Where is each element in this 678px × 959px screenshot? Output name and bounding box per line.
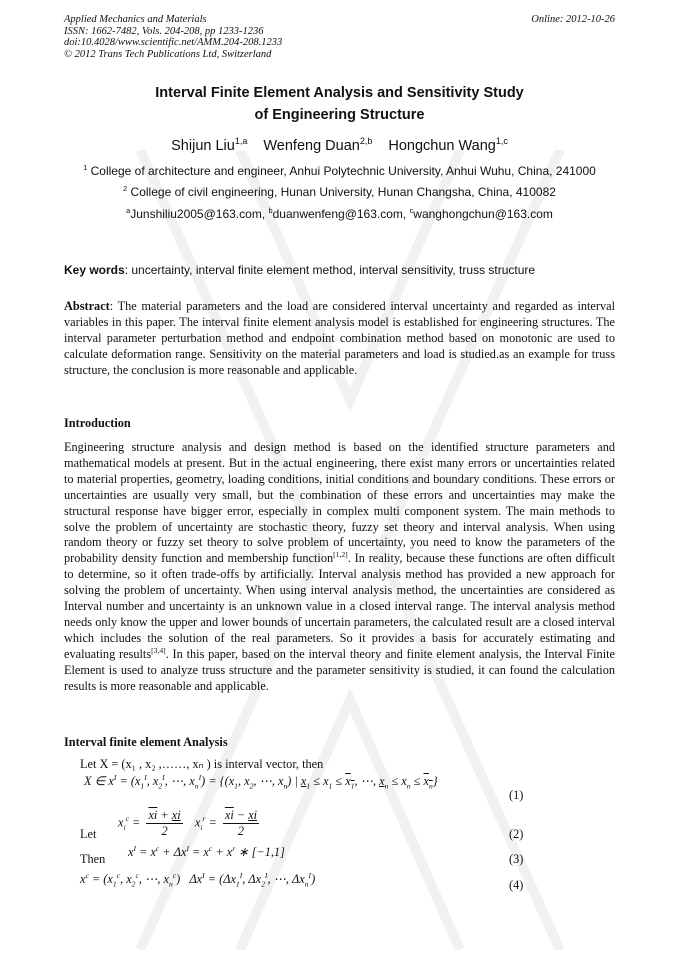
keywords: Key words: uncertainty, interval finite element method, interval sensitivity, truss structure (64, 263, 536, 277)
title-line-1: Interval Finite Element Analysis and Sensitivity Study (155, 85, 524, 101)
author-list (64, 138, 615, 154)
equation-4-number: (4) (509, 878, 524, 892)
journal-name: Applied Mechanics and Materials (64, 14, 207, 25)
title-line-2: of Engineering Structure (254, 107, 425, 123)
introduction-body: Engineering structure analysis and design method is based on the identified structure parameters and mathematical models at present. But in the actual engineering, there exist many errors or uncertainties related to material properties, geometry, loading conditions, initial conditions and boundary conditions. These errors or uncertainties are usually very small, but the combination of these errors and uncertainties may make the structural response have bigger error, especially in complex multi component system. The main methods to solve the problem of uncertainty are stochastic theory, fuzzy set theory and interval analysis. When using random theory or fuzzy set theory to solve problem of uncertainty, you need to know the parameters of the probability density function and membership function[1,2]. In reality, because these functions are often difficult to determine, so it often trade-offs by artificially. Interval analysis method has provided a new approach for solving the problem of uncertainty. When using interval analysis method, the uncertainties are considered as Interval number and uncertainty is an unknown value in a closed interval range. The interval analysis method needs only know the upper and lower bounds of uncertain parameters, the calculated result are a closed interval which includes the solution of the real parameters. So it provides a basis for accurately estimating and evaluating results[3,4]. In this paper, based on the interval theory and finite element analysis, the Interval Finite Element is used to analyze truss structure and the parameter sensitivity is studied, it can found the calculation results is more reasonable and applicable. (64, 440, 615, 693)
abstract: Abstract: The material parameters and the load are considered interval uncertainty and regarded as interval variables in this paper. The interval finite element analysis model is established for engineering structures. The interval parameter perturbation method and endpoint combination method based on monotonic are used to calculate deformation range. Sensitivity on the material parameters and load is studied.as an example for truss structure, the conclusion is more reasonable and applicable. (64, 299, 615, 377)
equation-3-number: (3) (509, 852, 524, 866)
then-label: Then (80, 852, 106, 866)
equation-2: $x_i^c$ = $\frac{\overline{xi} + xi}{2}$ $x_i^r$ = $\frac{\overline{xi} - xi}{2}$ (118, 808, 258, 838)
equation-1-number: (1) (509, 788, 524, 802)
let-label: Let (80, 827, 97, 841)
author-3: Hongchun Wang$^{1,c}$ (388, 136, 508, 154)
copyright-line: © 2012 Trans Tech Publications Ltd, Switzerland (64, 48, 272, 60)
author-2: Wenfeng Duan$^{2,b}$ (263, 136, 373, 154)
equation-1: X ∈ $x^I = (x_1^I$, $x_2^I$, ⋯, $x_n^I) = \{(x_1$, $x_2$, ⋯, $x_n$) | $x_1 \le x_1 \le x_1$, ⋯, $x_n \le x_n \le x_n$} (84, 772, 438, 791)
journal-header (64, 14, 615, 60)
doi-line: doi:10.4028/www.scientific.net/AMM.204-208.1233 (64, 37, 283, 48)
author-emails: $^a$Junshiliu2005@163.com, $^b$duanwenfeng@163.com, $^c$wanghongchun@163.com (126, 206, 553, 221)
affiliation-1: $^1$ College of architecture and engineer, Anhui Polytechnic University, Anhui Wuhu, China, 241000 (83, 163, 596, 178)
introduction-heading: Introduction (64, 416, 131, 430)
affiliation-2: $^2$ College of civil engineering, Hunan University, Hunan Changsha, China, 410082 (123, 184, 556, 199)
equation-2-number: (2) (509, 827, 524, 841)
online-date: Online: 2012-10-26 (531, 14, 615, 25)
author-1: Shijun Liu$^{1,a}$ (171, 136, 248, 154)
issn-line: ISSN: 1662-7482, Vols. 204-208, pp 1233-1236 (64, 25, 264, 37)
section-heading-ifea: Interval finite element Analysis (64, 735, 228, 749)
equation-3: $x^I = x^c + \Delta x^I = x^c + x^r$ ∗ [−1,1] (128, 843, 285, 859)
equation-4: $x^c = (x_1^c$, $x_2^c$, ⋯, $x_n^c$) $\Delta x^I = (\Delta x_1^I$, $\Delta x_2^I$, ⋯, $\Delta x_n^I$) (80, 870, 316, 889)
paper-title (64, 82, 615, 126)
interval-vector-intro: Let X = (x₁ , x₂ ,……, xₙ ) is interval vector, then (80, 757, 324, 771)
